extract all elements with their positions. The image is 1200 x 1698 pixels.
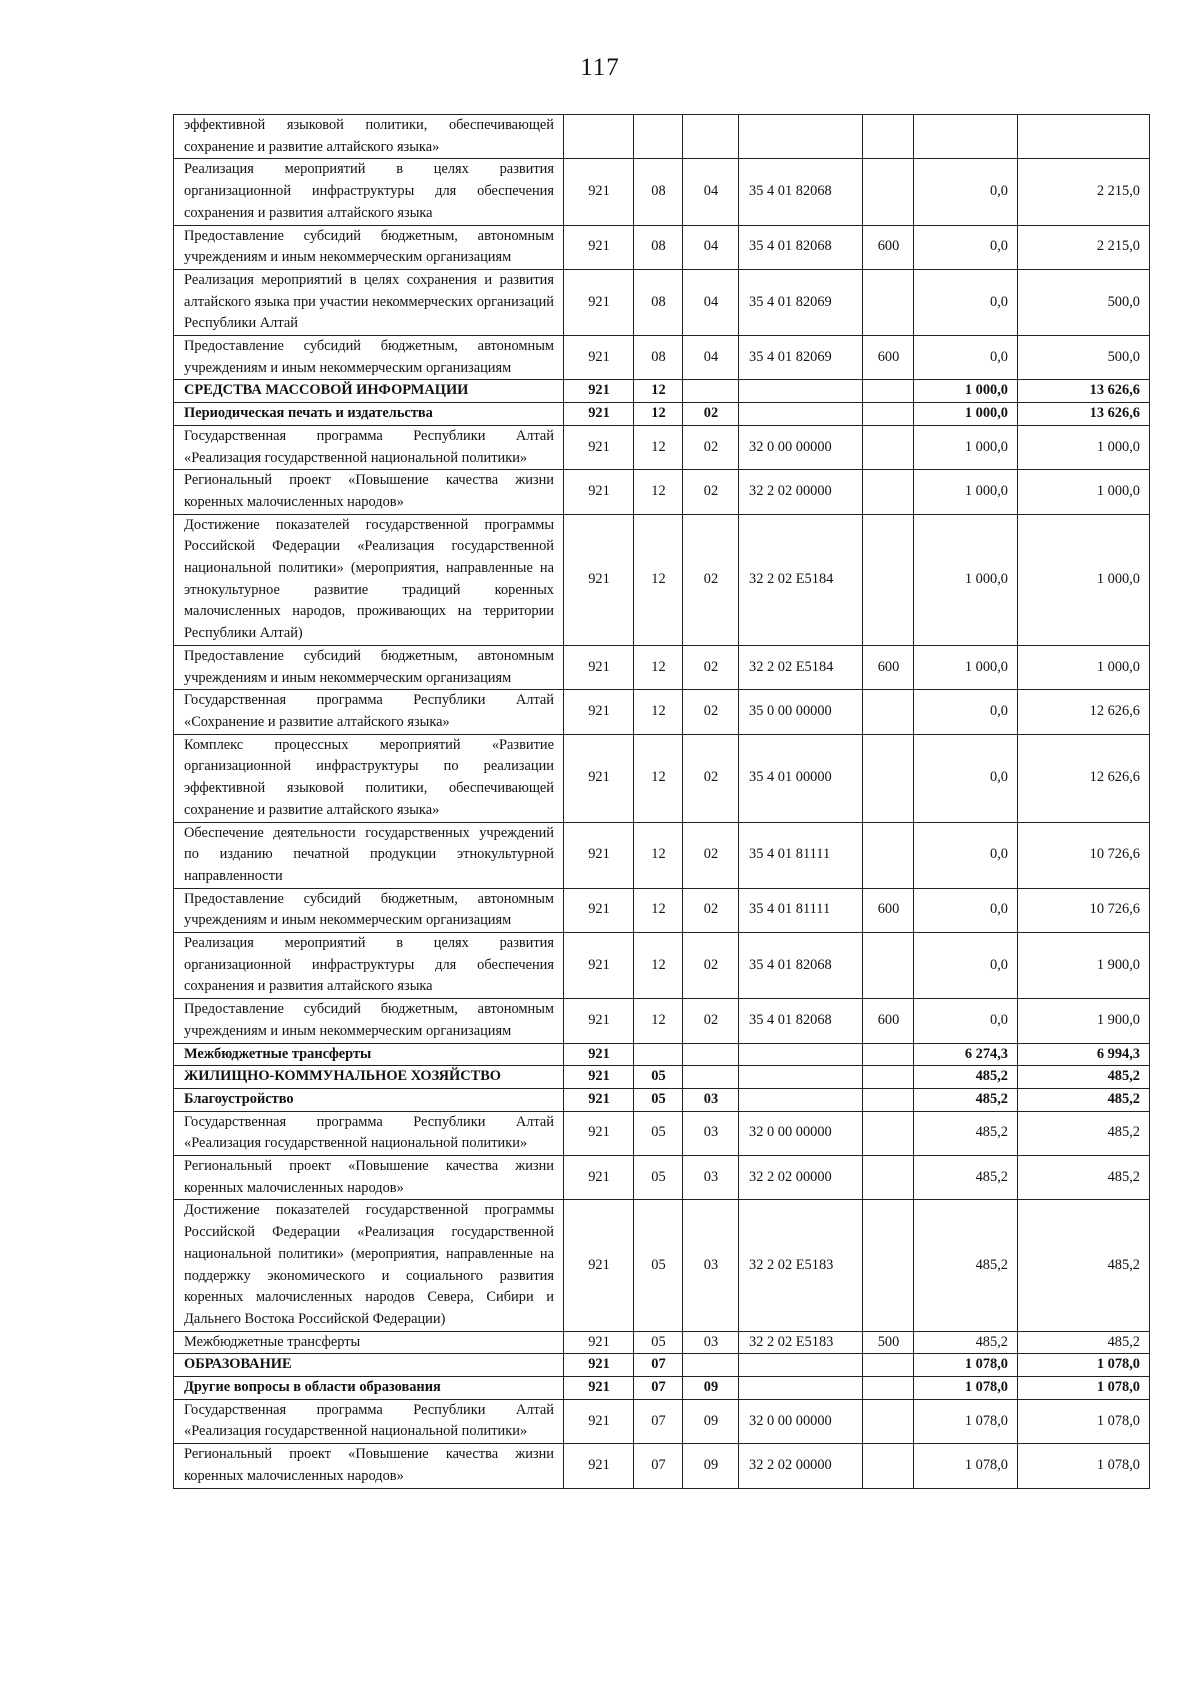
subsection-code-cell: 03 — [683, 1111, 739, 1155]
expense-type-cell — [863, 470, 914, 514]
target-article-cell: 35 4 01 82068 — [739, 159, 863, 225]
ved-code-cell: 921 — [564, 888, 634, 932]
ved-code-cell: 921 — [564, 933, 634, 999]
amount-year2-cell: 1 000,0 — [1018, 514, 1150, 645]
table-row — [174, 514, 1150, 645]
expense-type-cell: 600 — [863, 999, 914, 1043]
subsection-code-cell: 04 — [683, 336, 739, 380]
amount-year2-cell: 10 726,6 — [1018, 888, 1150, 932]
expense-type-cell: 600 — [863, 225, 914, 269]
subsection-code-cell: 02 — [683, 425, 739, 469]
budget-table — [173, 114, 1150, 1489]
section-code-cell: 12 — [634, 822, 683, 888]
table-row — [174, 380, 1150, 403]
row-name-cell: Предоставление субсидий бюджетным, автономным учреждениям и иным некоммерческим организациям — [174, 336, 564, 380]
table-row — [174, 734, 1150, 822]
expense-type-cell — [863, 159, 914, 225]
expense-type-cell — [863, 1043, 914, 1066]
row-name-cell: Государственная программа Республики Алтай «Сохранение и развитие алтайского языка» — [174, 690, 564, 734]
row-name-cell: ЖИЛИЩНО-КОММУНАЛЬНОЕ ХОЗЯЙСТВО — [174, 1066, 564, 1089]
amount-year2-cell: 500,0 — [1018, 269, 1150, 335]
expense-type-cell — [863, 115, 914, 159]
ved-code-cell: 921 — [564, 336, 634, 380]
row-name-cell: Региональный проект «Повышение качества жизни коренных малочисленных народов» — [174, 1156, 564, 1200]
subsection-code-cell: 02 — [683, 822, 739, 888]
ved-code-cell: 921 — [564, 225, 634, 269]
row-name-cell: Комплекс процессных мероприятий «Развитие организационной инфраструктуры по реализации эффективной языковой политики, обеспечивающей сохранение и развитие алтайского языка» — [174, 734, 564, 822]
target-article-cell — [739, 115, 863, 159]
section-code-cell: 07 — [634, 1444, 683, 1488]
amount-year2-cell: 12 626,6 — [1018, 734, 1150, 822]
row-name-cell: Предоставление субсидий бюджетным, автономным учреждениям и иным некоммерческим организациям — [174, 999, 564, 1043]
subsection-code-cell — [683, 1354, 739, 1377]
row-name-cell: Региональный проект «Повышение качества жизни коренных малочисленных народов» — [174, 470, 564, 514]
section-code-cell: 05 — [634, 1111, 683, 1155]
amount-year1-cell: 0,0 — [914, 690, 1018, 734]
amount-year1-cell: 1 000,0 — [914, 425, 1018, 469]
amount-year2-cell: 1 900,0 — [1018, 933, 1150, 999]
target-article-cell — [739, 1354, 863, 1377]
ved-code-cell: 921 — [564, 690, 634, 734]
table-row — [174, 336, 1150, 380]
subsection-code-cell: 03 — [683, 1200, 739, 1331]
target-article-cell — [739, 1066, 863, 1089]
subsection-code-cell — [683, 115, 739, 159]
subsection-code-cell: 09 — [683, 1399, 739, 1443]
table-row — [174, 1156, 1150, 1200]
expense-type-cell — [863, 1354, 914, 1377]
amount-year1-cell: 0,0 — [914, 336, 1018, 380]
table-row — [174, 470, 1150, 514]
row-name-cell: эффективной языковой политики, обеспечивающей сохранение и развитие алтайского языка» — [174, 115, 564, 159]
table-row — [174, 115, 1150, 159]
expense-type-cell — [863, 822, 914, 888]
section-code-cell: 12 — [634, 403, 683, 426]
subsection-code-cell — [683, 1043, 739, 1066]
section-code-cell: 05 — [634, 1200, 683, 1331]
amount-year2-cell: 13 626,6 — [1018, 380, 1150, 403]
ved-code-cell: 921 — [564, 1444, 634, 1488]
ved-code-cell: 921 — [564, 514, 634, 645]
ved-code-cell: 921 — [564, 1354, 634, 1377]
expense-type-cell — [863, 1156, 914, 1200]
row-name-cell: Реализация мероприятий в целях развития организационной инфраструктуры для обеспечения сохранения и развития алтайского языка — [174, 159, 564, 225]
section-code-cell: 12 — [634, 888, 683, 932]
subsection-code-cell: 09 — [683, 1444, 739, 1488]
section-code-cell: 12 — [634, 734, 683, 822]
table-row — [174, 1200, 1150, 1331]
target-article-cell: 35 4 01 82069 — [739, 336, 863, 380]
amount-year2-cell: 500,0 — [1018, 336, 1150, 380]
ved-code-cell: 921 — [564, 1200, 634, 1331]
row-name-cell: Реализация мероприятий в целях развития организационной инфраструктуры для обеспечения сохранения и развития алтайского языка — [174, 933, 564, 999]
amount-year2-cell: 2 215,0 — [1018, 225, 1150, 269]
section-code-cell: 05 — [634, 1088, 683, 1111]
amount-year1-cell: 1 078,0 — [914, 1377, 1018, 1400]
amount-year1-cell: 0,0 — [914, 269, 1018, 335]
section-code-cell: 07 — [634, 1399, 683, 1443]
row-name-cell: Предоставление субсидий бюджетным, автономным учреждениям и иным некоммерческим организациям — [174, 225, 564, 269]
amount-year1-cell: 485,2 — [914, 1200, 1018, 1331]
target-article-cell: 32 2 02 00000 — [739, 1444, 863, 1488]
table-row — [174, 1066, 1150, 1089]
amount-year2-cell: 13 626,6 — [1018, 403, 1150, 426]
ved-code-cell: 921 — [564, 403, 634, 426]
row-name-cell: Региональный проект «Повышение качества жизни коренных малочисленных народов» — [174, 1444, 564, 1488]
expense-type-cell — [863, 933, 914, 999]
row-name-cell: Достижение показателей государственной программы Российской Федерации «Реализация государственной национальной политики» (мероприятия, направленные на этнокультурное развитие традиций коренных малочисленных народов, проживающих на территории Республики Алтай) — [174, 514, 564, 645]
section-code-cell: 12 — [634, 380, 683, 403]
ved-code-cell: 921 — [564, 1399, 634, 1443]
expense-type-cell — [863, 514, 914, 645]
amount-year1-cell: 6 274,3 — [914, 1043, 1018, 1066]
table-row — [174, 1043, 1150, 1066]
expense-type-cell — [863, 1444, 914, 1488]
target-article-cell — [739, 1377, 863, 1400]
amount-year2-cell — [1018, 115, 1150, 159]
table-row — [174, 269, 1150, 335]
section-code-cell: 08 — [634, 159, 683, 225]
amount-year1-cell: 0,0 — [914, 888, 1018, 932]
row-name-cell: Другие вопросы в области образования — [174, 1377, 564, 1400]
amount-year2-cell: 1 078,0 — [1018, 1377, 1150, 1400]
amount-year1-cell: 1 078,0 — [914, 1354, 1018, 1377]
amount-year1-cell: 1 000,0 — [914, 645, 1018, 689]
row-name-cell: Государственная программа Республики Алтай «Реализация государственной национальной политики» — [174, 425, 564, 469]
subsection-code-cell: 02 — [683, 690, 739, 734]
table-row — [174, 690, 1150, 734]
section-code-cell: 05 — [634, 1066, 683, 1089]
table-row — [174, 1331, 1150, 1354]
row-name-cell: Межбюджетные трансферты — [174, 1043, 564, 1066]
ved-code-cell: 921 — [564, 380, 634, 403]
target-article-cell — [739, 1088, 863, 1111]
target-article-cell: 35 4 01 81111 — [739, 888, 863, 932]
amount-year2-cell: 485,2 — [1018, 1066, 1150, 1089]
amount-year2-cell: 485,2 — [1018, 1331, 1150, 1354]
subsection-code-cell: 09 — [683, 1377, 739, 1400]
amount-year2-cell: 485,2 — [1018, 1156, 1150, 1200]
target-article-cell: 35 0 00 00000 — [739, 690, 863, 734]
amount-year2-cell: 1 000,0 — [1018, 645, 1150, 689]
amount-year1-cell: 1 000,0 — [914, 380, 1018, 403]
section-code-cell: 12 — [634, 999, 683, 1043]
expense-type-cell — [863, 1377, 914, 1400]
ved-code-cell: 921 — [564, 1088, 634, 1111]
section-code-cell: 08 — [634, 225, 683, 269]
table-row — [174, 159, 1150, 225]
row-name-cell: Достижение показателей государственной программы Российской Федерации «Реализация государственной национальной политики» (мероприятия, направленные на поддержку экономического и социального развития коренных малочисленных народов Севера, Сибири и Дальнего Востока Российской Федерации) — [174, 1200, 564, 1331]
expense-type-cell: 600 — [863, 888, 914, 932]
expense-type-cell: 500 — [863, 1331, 914, 1354]
expense-type-cell — [863, 1399, 914, 1443]
amount-year1-cell: 485,2 — [914, 1156, 1018, 1200]
target-article-cell: 32 2 02 E5183 — [739, 1331, 863, 1354]
subsection-code-cell — [683, 380, 739, 403]
row-name-cell: Обеспечение деятельности государственных учреждений по изданию печатной продукции этнокультурной направленности — [174, 822, 564, 888]
subsection-code-cell — [683, 1066, 739, 1089]
subsection-code-cell: 02 — [683, 645, 739, 689]
subsection-code-cell: 02 — [683, 403, 739, 426]
section-code-cell: 12 — [634, 933, 683, 999]
amount-year2-cell: 12 626,6 — [1018, 690, 1150, 734]
expense-type-cell — [863, 734, 914, 822]
subsection-code-cell: 02 — [683, 888, 739, 932]
expense-type-cell — [863, 1200, 914, 1331]
expense-type-cell — [863, 269, 914, 335]
target-article-cell: 35 4 01 81111 — [739, 822, 863, 888]
target-article-cell: 32 2 02 E5184 — [739, 514, 863, 645]
amount-year1-cell: 0,0 — [914, 225, 1018, 269]
section-code-cell — [634, 1043, 683, 1066]
amount-year2-cell: 1 078,0 — [1018, 1444, 1150, 1488]
amount-year1-cell — [914, 115, 1018, 159]
ved-code-cell: 921 — [564, 1156, 634, 1200]
subsection-code-cell: 04 — [683, 269, 739, 335]
subsection-code-cell: 02 — [683, 933, 739, 999]
expense-type-cell — [863, 1111, 914, 1155]
section-code-cell: 08 — [634, 336, 683, 380]
amount-year2-cell: 1 000,0 — [1018, 470, 1150, 514]
amount-year1-cell: 1 000,0 — [914, 514, 1018, 645]
expense-type-cell — [863, 380, 914, 403]
amount-year1-cell: 485,2 — [914, 1331, 1018, 1354]
ved-code-cell: 921 — [564, 1111, 634, 1155]
section-code-cell: 05 — [634, 1331, 683, 1354]
expense-type-cell: 600 — [863, 645, 914, 689]
row-name-cell: Государственная программа Республики Алтай «Реализация государственной национальной политики» — [174, 1111, 564, 1155]
row-name-cell: ОБРАЗОВАНИЕ — [174, 1354, 564, 1377]
table-row — [174, 1399, 1150, 1443]
target-article-cell — [739, 380, 863, 403]
ved-code-cell: 921 — [564, 1377, 634, 1400]
amount-year1-cell: 485,2 — [914, 1066, 1018, 1089]
row-name-cell: Предоставление субсидий бюджетным, автономным учреждениям и иным некоммерческим организациям — [174, 888, 564, 932]
subsection-code-cell: 02 — [683, 514, 739, 645]
expense-type-cell — [863, 425, 914, 469]
ved-code-cell: 921 — [564, 470, 634, 514]
subsection-code-cell: 03 — [683, 1088, 739, 1111]
table-row — [174, 1354, 1150, 1377]
target-article-cell: 32 0 00 00000 — [739, 1111, 863, 1155]
row-name-cell: Межбюджетные трансферты — [174, 1331, 564, 1354]
ved-code-cell: 921 — [564, 269, 634, 335]
target-article-cell: 35 4 01 82068 — [739, 933, 863, 999]
target-article-cell — [739, 403, 863, 426]
amount-year1-cell: 485,2 — [914, 1111, 1018, 1155]
section-code-cell: 07 — [634, 1354, 683, 1377]
amount-year1-cell: 1 078,0 — [914, 1444, 1018, 1488]
table-row — [174, 645, 1150, 689]
amount-year1-cell: 0,0 — [914, 734, 1018, 822]
subsection-code-cell: 02 — [683, 470, 739, 514]
table-row — [174, 425, 1150, 469]
table-row — [174, 1444, 1150, 1488]
target-article-cell: 32 2 02 E5184 — [739, 645, 863, 689]
table-row — [174, 403, 1150, 426]
ved-code-cell: 921 — [564, 1331, 634, 1354]
ved-code-cell: 921 — [564, 999, 634, 1043]
page-number: 117 — [580, 54, 620, 81]
table-row — [174, 888, 1150, 932]
amount-year2-cell: 1 900,0 — [1018, 999, 1150, 1043]
table-row — [174, 1377, 1150, 1400]
target-article-cell: 32 0 00 00000 — [739, 425, 863, 469]
ved-code-cell: 921 — [564, 1043, 634, 1066]
amount-year2-cell: 485,2 — [1018, 1111, 1150, 1155]
amount-year1-cell: 0,0 — [914, 159, 1018, 225]
target-article-cell — [739, 1043, 863, 1066]
ved-code-cell: 921 — [564, 645, 634, 689]
row-name-cell: Благоустройство — [174, 1088, 564, 1111]
expense-type-cell — [863, 403, 914, 426]
row-name-cell: Реализация мероприятий в целях сохранения и развития алтайского языка при участии некоммерческих организаций Республики Алтай — [174, 269, 564, 335]
amount-year2-cell: 1 000,0 — [1018, 425, 1150, 469]
amount-year2-cell: 10 726,6 — [1018, 822, 1150, 888]
amount-year1-cell: 0,0 — [914, 999, 1018, 1043]
table-row — [174, 225, 1150, 269]
target-article-cell: 32 0 00 00000 — [739, 1399, 863, 1443]
ved-code-cell — [564, 115, 634, 159]
expense-type-cell — [863, 690, 914, 734]
amount-year1-cell: 0,0 — [914, 933, 1018, 999]
amount-year1-cell: 1 000,0 — [914, 470, 1018, 514]
target-article-cell: 35 4 01 82068 — [739, 225, 863, 269]
amount-year1-cell: 485,2 — [914, 1088, 1018, 1111]
table-row — [174, 1088, 1150, 1111]
section-code-cell: 12 — [634, 690, 683, 734]
section-code-cell: 12 — [634, 425, 683, 469]
target-article-cell: 35 4 01 00000 — [739, 734, 863, 822]
row-name-cell: Периодическая печать и издательства — [174, 403, 564, 426]
subsection-code-cell: 04 — [683, 159, 739, 225]
row-name-cell: СРЕДСТВА МАССОВОЙ ИНФОРМАЦИИ — [174, 380, 564, 403]
subsection-code-cell: 03 — [683, 1156, 739, 1200]
amount-year2-cell: 485,2 — [1018, 1088, 1150, 1111]
table-row — [174, 999, 1150, 1043]
target-article-cell: 32 2 02 E5183 — [739, 1200, 863, 1331]
amount-year2-cell: 6 994,3 — [1018, 1043, 1150, 1066]
amount-year1-cell: 1 078,0 — [914, 1399, 1018, 1443]
ved-code-cell: 921 — [564, 1066, 634, 1089]
table-row — [174, 933, 1150, 999]
target-article-cell: 32 2 02 00000 — [739, 1156, 863, 1200]
section-code-cell: 07 — [634, 1377, 683, 1400]
section-code-cell: 08 — [634, 269, 683, 335]
expense-type-cell: 600 — [863, 336, 914, 380]
subsection-code-cell: 02 — [683, 734, 739, 822]
subsection-code-cell: 04 — [683, 225, 739, 269]
ved-code-cell: 921 — [564, 822, 634, 888]
subsection-code-cell: 02 — [683, 999, 739, 1043]
section-code-cell: 12 — [634, 470, 683, 514]
amount-year2-cell: 485,2 — [1018, 1200, 1150, 1331]
table-row — [174, 822, 1150, 888]
ved-code-cell: 921 — [564, 734, 634, 822]
table-row — [174, 1111, 1150, 1155]
amount-year2-cell: 1 078,0 — [1018, 1399, 1150, 1443]
row-name-cell: Государственная программа Республики Алтай «Реализация государственной национальной политики» — [174, 1399, 564, 1443]
target-article-cell: 32 2 02 00000 — [739, 470, 863, 514]
section-code-cell: 12 — [634, 645, 683, 689]
expense-type-cell — [863, 1088, 914, 1111]
subsection-code-cell: 03 — [683, 1331, 739, 1354]
amount-year2-cell: 1 078,0 — [1018, 1354, 1150, 1377]
target-article-cell: 35 4 01 82068 — [739, 999, 863, 1043]
row-name-cell: Предоставление субсидий бюджетным, автономным учреждениям и иным некоммерческим организациям — [174, 645, 564, 689]
ved-code-cell: 921 — [564, 425, 634, 469]
amount-year2-cell: 2 215,0 — [1018, 159, 1150, 225]
section-code-cell: 05 — [634, 1156, 683, 1200]
section-code-cell: 12 — [634, 514, 683, 645]
expense-type-cell — [863, 1066, 914, 1089]
table-body — [174, 115, 1150, 1489]
amount-year1-cell: 1 000,0 — [914, 403, 1018, 426]
target-article-cell: 35 4 01 82069 — [739, 269, 863, 335]
amount-year1-cell: 0,0 — [914, 822, 1018, 888]
ved-code-cell: 921 — [564, 159, 634, 225]
section-code-cell — [634, 115, 683, 159]
